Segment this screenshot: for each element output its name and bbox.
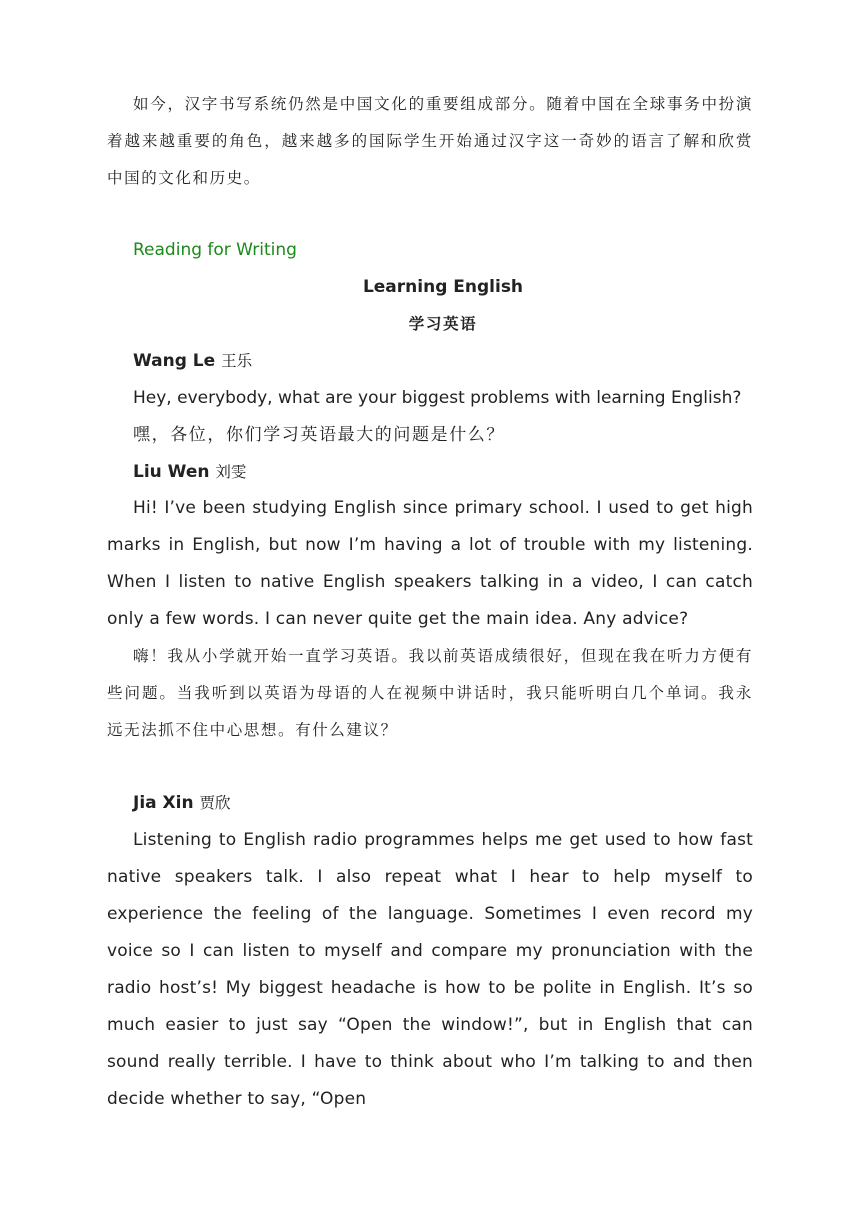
liu-wen-text-zh: 嗨！我从小学就开始一直学习英语。我以前英语成绩很好，但现在我在听力方便有些问题。当我听到以英语为母语的人在视频中讲话时，我只能听明白几个单词。我永远无法抓不住中心思想。有什么建议？	[107, 647, 753, 739]
title-english: Learning English	[362, 277, 524, 297]
speaker-name-zh: 贾欣	[199, 794, 231, 812]
jia-xin-text-en: Listening to English radio programmes helps me get used to how fast native speakers talk. I also repeat what I hear to help myself to experience the feeling of the language. Sometimes I even record my voice so I can listen to myself and compare my pronunciation with the radio host’s! My biggest headache is how to be polite in English. It’s so much easier to just say “Open the window!”, but in English that can sound really terrible. I have to think about who I’m talking to and then decide whether to say, “Open	[107, 830, 753, 1109]
wang-le-text-zh: 嘿，各位，你们学习英语最大的问题是什么？	[133, 425, 505, 445]
speaker-jia-xin	[133, 785, 231, 822]
speaker-name-en: Jia Xin	[133, 793, 194, 813]
section-heading: Reading for Writing	[133, 240, 297, 260]
wang-le-text-en: Hey, everybody, what are your biggest problems with learning English?	[133, 388, 742, 408]
speaker-name-zh: 王乐	[221, 352, 253, 370]
speaker-name-en: Wang Le	[133, 351, 216, 371]
speaker-name-en: Liu Wen	[133, 462, 210, 482]
speaker-name-zh: 刘雯	[215, 463, 247, 481]
speaker-liu-wen	[133, 454, 246, 491]
intro-paragraph: 如今，汉字书写系统仍然是中国文化的重要组成部分。随着中国在全球事务中扮演着越来越重要的角色，越来越多的国际学生开始通过汉字这一奇妙的语言了解和欣赏中国的文化和历史。	[107, 95, 753, 187]
liu-wen-text-en: Hi! I’ve been studying English since primary school. I used to get high marks in English, but now I’m having a lot of trouble with my listening. When I listen to native English speakers talking in a video, I can catch only a few words. I can never quite get the main idea. Any advice?	[107, 498, 753, 629]
speaker-wang-le	[133, 343, 252, 380]
title-chinese: 学习英语	[408, 315, 478, 333]
